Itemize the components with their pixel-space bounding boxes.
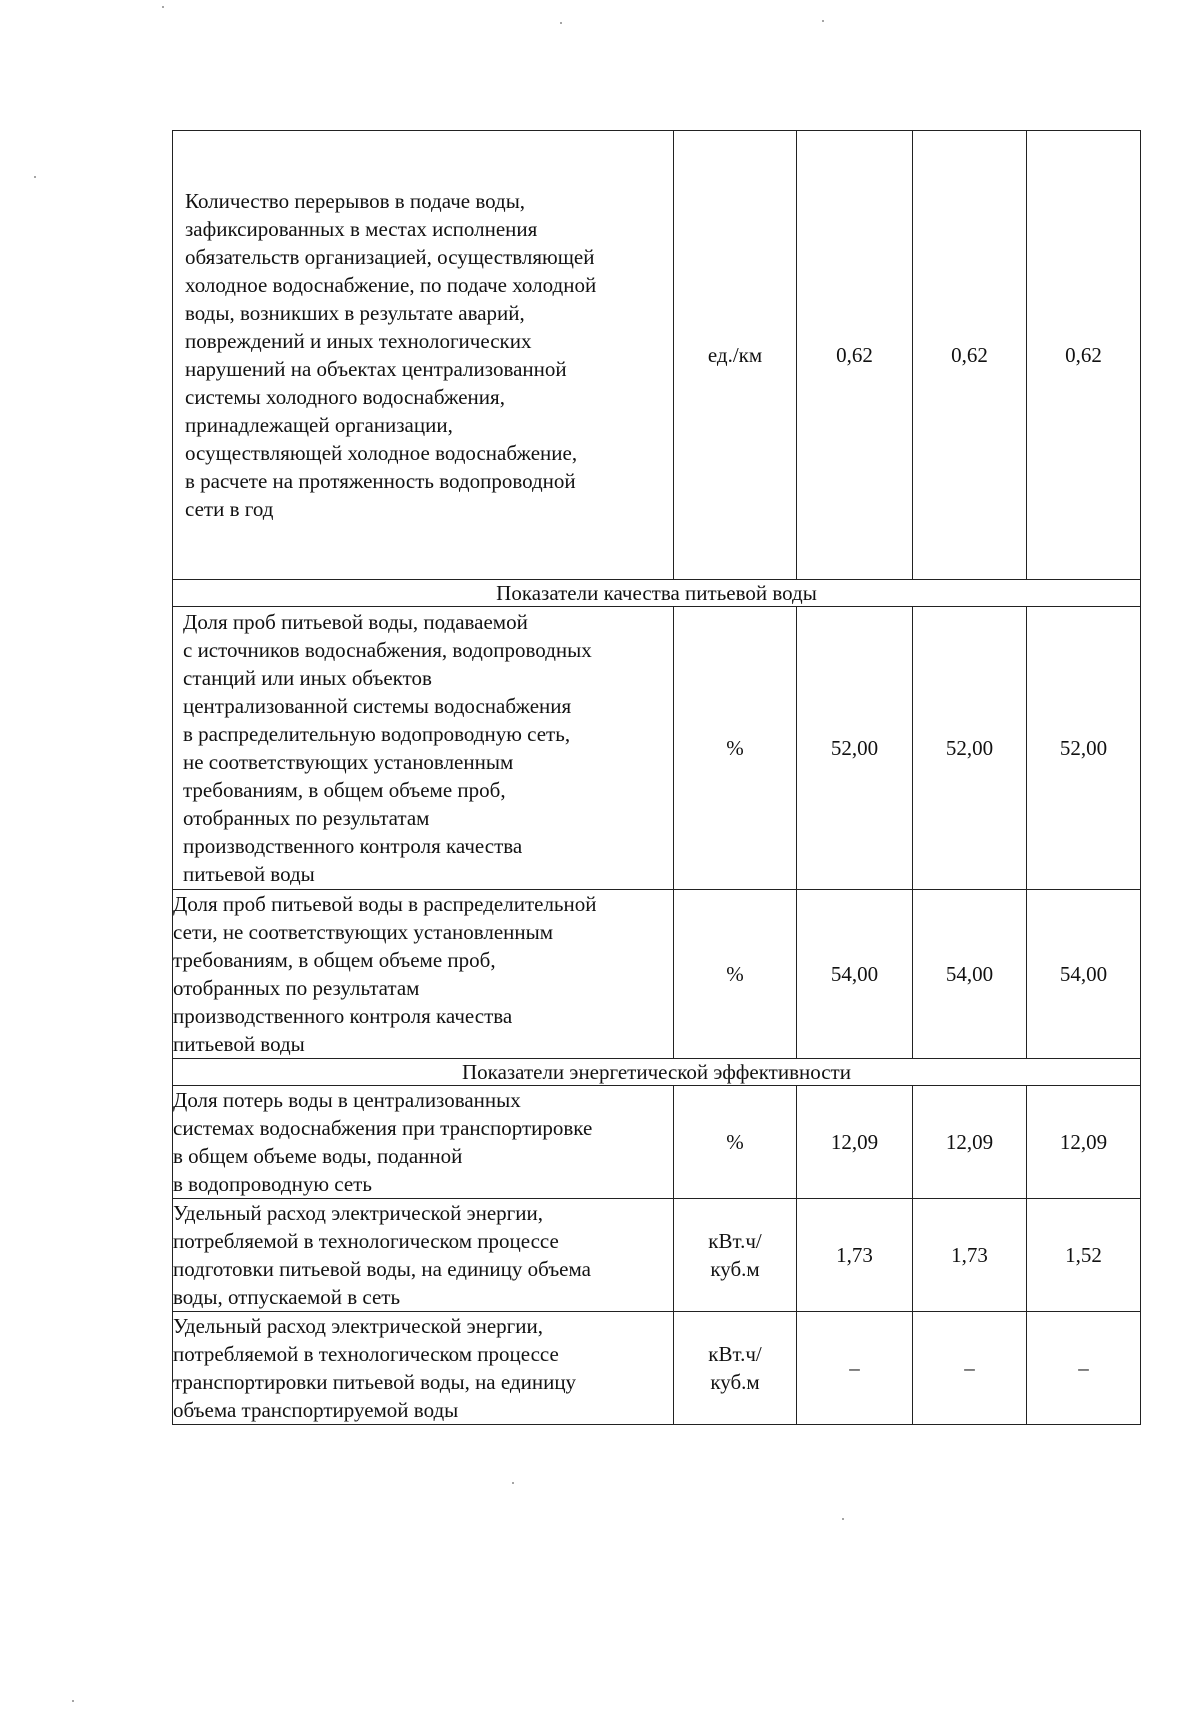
indicator-value: 0,62	[797, 131, 913, 580]
indicator-unit: %	[674, 1086, 797, 1199]
indicator-unit: %	[674, 890, 797, 1059]
indicator-value: 0,62	[913, 131, 1027, 580]
indicator-value: 12,09	[913, 1086, 1027, 1199]
indicator-description: Удельный расход электрической энергии, потребляемой в технологическом процессе подготовки питьевой воды, на единицу объема воды, отпускаемой в сеть	[173, 1199, 674, 1312]
indicator-description: Удельный расход электрической энергии, потребляемой в технологическом процессе транспортировки питьевой воды, на единицу объема транспортируемой воды	[173, 1312, 674, 1425]
indicator-unit: ед./км	[674, 131, 797, 580]
indicator-description: Доля проб питьевой воды, подаваемой с источников водоснабжения, водопроводных станций или иных объектов централизованной системы водоснабжения в распределительную водопроводную сеть, не соответствующих установленным требованиям, в общем объеме проб, отобранных по результатам производственного контроля качества питьевой воды	[173, 607, 674, 890]
indicator-value: 1,73	[913, 1199, 1027, 1312]
indicator-value: 54,00	[913, 890, 1027, 1059]
table-row	[173, 131, 1141, 580]
table-row	[173, 890, 1141, 1059]
indicator-value: 12,09	[797, 1086, 913, 1199]
indicators-table	[172, 130, 1141, 1425]
indicator-unit: кВт.ч/ куб.м	[674, 1199, 797, 1312]
indicator-value: 12,09	[1027, 1086, 1141, 1199]
indicator-value: 52,00	[1027, 607, 1141, 890]
indicator-value: 1,73	[797, 1199, 913, 1312]
indicator-unit: %	[674, 607, 797, 890]
indicator-description: Количество перерывов в подаче воды, зафиксированных в местах исполнения обязательств организацией, осуществляющей холодное водоснабжение, по подаче холодной воды, возникших в результате аварий, повреждений и иных технологических нарушений на объектах централизованной системы холодного водоснабжения, принадлежащей организации, осуществляющей холодное водоснабжение, в расчете на протяженность водопроводной сети в год	[173, 131, 674, 580]
indicator-value: 1,52	[1027, 1199, 1141, 1312]
scan-speck	[34, 176, 36, 178]
scan-speck	[162, 6, 164, 8]
table-row	[173, 1086, 1141, 1199]
indicator-description: Доля потерь воды в централизованных системах водоснабжения при транспортировке в общем объеме воды, поданной в водопроводную сеть	[173, 1086, 674, 1199]
table-row	[173, 1312, 1141, 1425]
section-heading-energy: Показатели энергетической эффективности	[173, 1059, 1141, 1086]
indicator-unit: кВт.ч/ куб.м	[674, 1312, 797, 1425]
section-row	[173, 1059, 1141, 1086]
indicator-value: 52,00	[797, 607, 913, 890]
table-row	[173, 607, 1141, 890]
section-row	[173, 580, 1141, 607]
indicator-value: –	[913, 1312, 1027, 1425]
indicator-value: 54,00	[1027, 890, 1141, 1059]
scan-speck	[72, 1700, 74, 1702]
indicator-description: Доля проб питьевой воды в распределительной сети, не соответствующих установленным требованиям, в общем объеме проб, отобранных по результатам производственного контроля качества питьевой воды	[173, 890, 674, 1059]
scan-speck	[822, 20, 824, 22]
table-row	[173, 1199, 1141, 1312]
indicator-value: –	[1027, 1312, 1141, 1425]
indicator-value: 52,00	[913, 607, 1027, 890]
scan-speck	[512, 1482, 514, 1484]
indicator-value: 54,00	[797, 890, 913, 1059]
indicator-value: –	[797, 1312, 913, 1425]
scan-speck	[842, 1518, 844, 1520]
scan-speck	[560, 22, 562, 24]
indicator-value: 0,62	[1027, 131, 1141, 580]
section-heading-quality: Показатели качества питьевой воды	[173, 580, 1141, 607]
